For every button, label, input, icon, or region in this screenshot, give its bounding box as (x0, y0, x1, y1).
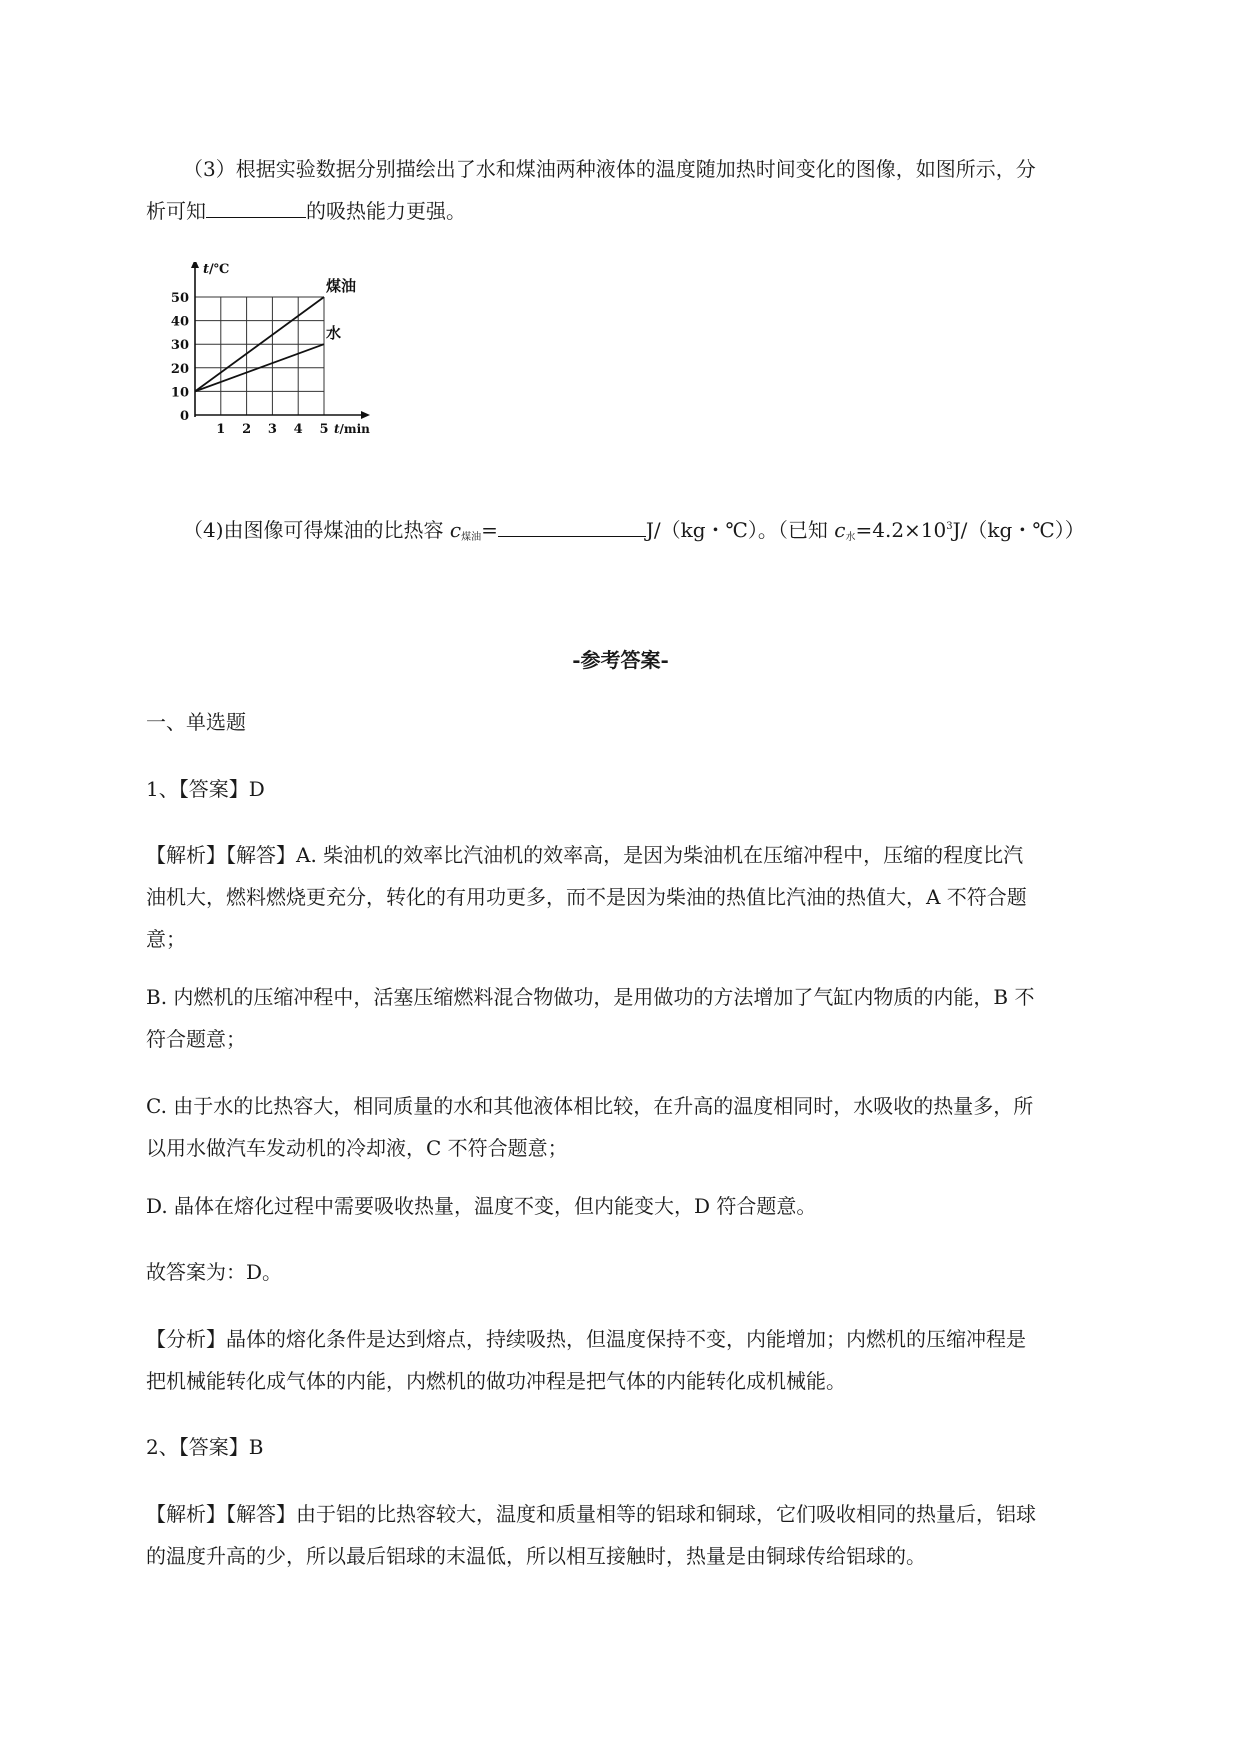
answer-1-option-d: D. 晶体在熔化过程中需要吸收热量，温度不变，但内能变大，D 符合题意。 (146, 1194, 817, 1218)
q4-unit: J/（kg・℃）。（已知 (645, 518, 835, 542)
x-axis-arrow-icon (361, 411, 370, 419)
y-tick-label: 20 (170, 361, 189, 377)
x-tick-label: 4 (293, 422, 303, 437)
answer-1-summary-line: 把机械能转化成气体的内能，内燃机的做功冲程是把气体的内能转化成机械能。 (146, 1369, 846, 1393)
q4-known-val: =4.2×10 (855, 518, 947, 542)
answers-title: -参考答案- (572, 648, 669, 672)
series-label: 水 (326, 324, 342, 343)
origin-label: 0 (179, 409, 189, 424)
y-axis-label: t/℃ (203, 262, 230, 277)
q4-answer-blank[interactable] (498, 518, 646, 537)
q4-line (183, 513, 1183, 552)
q4-known-exp: 3 (946, 521, 953, 532)
y-tick-label: 30 (170, 338, 189, 354)
q3-line1: （3）根据实验数据分别描绘出了水和煤油两种液体的温度随加热时间变化的图像，如图所示，分 (183, 157, 1036, 181)
q4-eq: = (481, 518, 498, 542)
y-tick-label: 10 (170, 385, 189, 401)
q4-c2-symbol: c (834, 518, 846, 542)
answer-1-option-c-line: C. 由于水的比热容大，相同质量的水和其他液体相比较，在升高的温度相同时，水吸收的热量多，所 (146, 1094, 1034, 1118)
q3-line2-suffix: 的吸热能力更强。 (306, 199, 466, 223)
answer-1-analysis-line: 油机大，燃料燃烧更充分，转化的有用功更多，而不是因为柴油的热值比汽油的热值大，A 不符合题 (146, 885, 1027, 909)
x-axis-label: t/min (334, 422, 370, 436)
y-tick-label: 50 (170, 291, 189, 306)
answer-2-analysis-line: 的温度升高的少，所以最后铝球的末温低，所以相互接触时，热量是由铜球传给铝球的。 (146, 1544, 926, 1568)
answer-2-analysis-line: 【解析】【解答】由于铝的比热容较大，温度和质量相等的铝球和铜球，它们吸收相同的热量后，铝球 (146, 1502, 1036, 1526)
answer-1-conclusion: 故答案为：D。 (146, 1260, 283, 1284)
q4-prefix: （4)由图像可得煤油的比热容 (183, 518, 450, 542)
answer-2-head: 2、【答案】B (146, 1435, 264, 1459)
chart-grid (195, 297, 324, 415)
q4-known-unit: J/（kg・℃）） (952, 518, 1085, 542)
q4-c-sub: 煤油 (461, 532, 482, 543)
temperature-time-chart (170, 262, 410, 472)
answer-1-option-b-line: 符合题意； (146, 1027, 246, 1051)
section-heading: 一、单选题 (146, 710, 246, 734)
q4-c2-sub: 水 (845, 532, 856, 543)
q4-c-symbol: c (449, 518, 462, 542)
series-label: 煤油 (326, 277, 357, 295)
answer-1-analysis-line: 意； (146, 927, 186, 951)
q3-answer-blank[interactable] (206, 199, 306, 218)
x-tick-label: 3 (267, 422, 277, 437)
x-tick-label: 1 (216, 422, 226, 437)
chart-labels (203, 262, 370, 436)
answer-1-option-c-line: 以用水做汽车发动机的冷却液，C 不符合题意； (146, 1136, 568, 1160)
y-axis-arrow-icon (191, 262, 199, 268)
answer-1-head: 1、【答案】D (146, 777, 265, 801)
x-tick-label: 2 (242, 422, 252, 437)
y-tick-label: 40 (170, 314, 189, 330)
answer-1-summary-line: 【分析】晶体的熔化条件是达到熔点，持续吸热，但温度保持不变，内能增加；内燃机的压缩冲程是 (146, 1327, 1026, 1351)
q3-line2-prefix: 析可知 (146, 199, 206, 223)
q3-line2 (146, 197, 1146, 225)
x-tick-label: 5 (319, 422, 329, 437)
answer-1-option-b-line: B. 内燃机的压缩冲程中，活塞压缩燃料混合物做功，是用做功的方法增加了气缸内物质的内能，B 不 (146, 985, 1035, 1009)
answer-1-analysis-line: 【解析】【解答】A. 柴油机的效率比汽油机的效率高，是因为柴油机在压缩冲程中，压缩的程度比汽 (146, 843, 1024, 867)
